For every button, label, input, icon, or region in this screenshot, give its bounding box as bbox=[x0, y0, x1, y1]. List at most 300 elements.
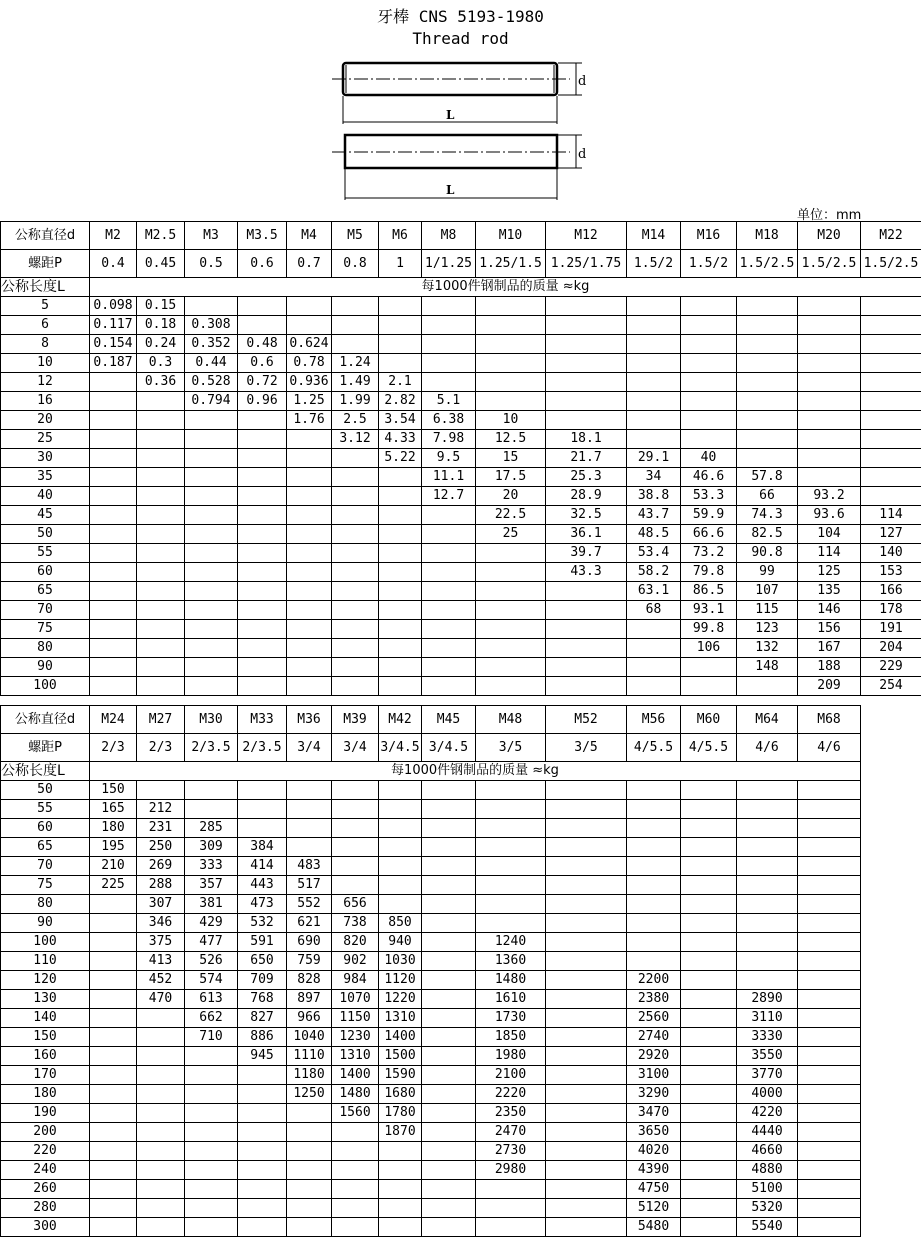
pitch-cell: 0.5 bbox=[185, 250, 238, 278]
mass-cell: 759 bbox=[287, 952, 332, 971]
mass-cell bbox=[798, 1104, 861, 1123]
mass-cell bbox=[90, 392, 137, 411]
mass-cell: 114 bbox=[798, 544, 861, 563]
mass-cell: 7.98 bbox=[422, 430, 476, 449]
mass-cell bbox=[476, 354, 546, 373]
mass-cell bbox=[861, 392, 921, 411]
mass-cell bbox=[627, 392, 681, 411]
mass-cell bbox=[287, 838, 332, 857]
thread-rod-drawing bbox=[330, 58, 590, 203]
mass-cell: 288 bbox=[137, 876, 185, 895]
mass-cell bbox=[798, 781, 861, 800]
length-cell: 10 bbox=[1, 354, 90, 373]
mass-cell bbox=[238, 1199, 287, 1218]
mass-cell: 107 bbox=[737, 582, 798, 601]
mass-cell bbox=[90, 895, 137, 914]
mass-cell bbox=[546, 639, 627, 658]
mass-cell bbox=[861, 316, 921, 335]
mass-cell bbox=[238, 1180, 287, 1199]
mass-cell bbox=[798, 1180, 861, 1199]
mass-cell bbox=[627, 430, 681, 449]
table-row bbox=[1, 971, 861, 990]
mass-cell: 1360 bbox=[476, 952, 546, 971]
mass-cell bbox=[681, 677, 737, 696]
mass-cell: 250 bbox=[137, 838, 185, 857]
mass-cell: 0.48 bbox=[238, 335, 287, 354]
mass-cell: 3110 bbox=[737, 1009, 798, 1028]
mass-cell bbox=[798, 933, 861, 952]
mass-cell bbox=[681, 1047, 737, 1066]
mass-cell bbox=[90, 1180, 137, 1199]
mass-cell bbox=[379, 316, 422, 335]
mass-cell bbox=[287, 819, 332, 838]
mass-cell bbox=[238, 639, 287, 658]
mass-cell bbox=[90, 1028, 137, 1047]
mass-cell: 1230 bbox=[332, 1028, 379, 1047]
mass-cell bbox=[287, 781, 332, 800]
mass-cell bbox=[185, 1142, 238, 1161]
mass-cell bbox=[379, 525, 422, 544]
mass-cell: 2920 bbox=[627, 1047, 681, 1066]
mass-cell bbox=[332, 544, 379, 563]
mass-cell bbox=[185, 1066, 238, 1085]
mass-cell bbox=[681, 933, 737, 952]
mass-cell bbox=[546, 1104, 627, 1123]
mass-cell: 333 bbox=[185, 857, 238, 876]
mass-cell: 156 bbox=[798, 620, 861, 639]
mass-cell bbox=[422, 933, 476, 952]
mass-cell: 1250 bbox=[287, 1085, 332, 1104]
mass-cell bbox=[90, 658, 137, 677]
length-cell: 80 bbox=[1, 895, 90, 914]
mass-cell bbox=[798, 914, 861, 933]
mass-cell: 135 bbox=[798, 582, 861, 601]
mass-cell bbox=[798, 952, 861, 971]
mass-cell bbox=[185, 677, 238, 696]
length-cell: 300 bbox=[1, 1218, 90, 1237]
mass-cell: 3.12 bbox=[332, 430, 379, 449]
mass-cell bbox=[185, 411, 238, 430]
length-cell: 45 bbox=[1, 506, 90, 525]
mass-cell bbox=[332, 800, 379, 819]
mass-cell: 897 bbox=[287, 990, 332, 1009]
mass-cell: 1030 bbox=[379, 952, 422, 971]
mass-cell bbox=[379, 658, 422, 677]
mass-cell bbox=[185, 781, 238, 800]
mass-cell bbox=[681, 819, 737, 838]
mass-cell bbox=[90, 1104, 137, 1123]
caption-row bbox=[1, 762, 861, 781]
mass-cell: 532 bbox=[238, 914, 287, 933]
diameter-cell: M5 bbox=[332, 222, 379, 250]
mass-cell bbox=[681, 838, 737, 857]
pitch-cell: 2/3 bbox=[90, 734, 137, 762]
mass-cell bbox=[238, 582, 287, 601]
mass-cell: 48.5 bbox=[627, 525, 681, 544]
table-row bbox=[1, 990, 861, 1009]
mass-cell: 381 bbox=[185, 895, 238, 914]
mass-cell bbox=[238, 544, 287, 563]
mass-cell bbox=[185, 1104, 238, 1123]
mass-cell: 34 bbox=[627, 468, 681, 487]
mass-cell: 650 bbox=[238, 952, 287, 971]
rod-chamfered-icon bbox=[332, 63, 582, 124]
diameter-cell: M3 bbox=[185, 222, 238, 250]
mass-cell bbox=[137, 1009, 185, 1028]
mass-cell: 1980 bbox=[476, 1047, 546, 1066]
mass-cell: 1560 bbox=[332, 1104, 379, 1123]
mass-cell: 3650 bbox=[627, 1123, 681, 1142]
pitch-cell: 4/6 bbox=[737, 734, 798, 762]
mass-cell bbox=[137, 392, 185, 411]
mass-cell bbox=[332, 1123, 379, 1142]
mass-cell bbox=[90, 563, 137, 582]
mass-cell: 204 bbox=[861, 639, 921, 658]
mass-cell bbox=[476, 876, 546, 895]
mass-cell bbox=[476, 857, 546, 876]
mass-cell bbox=[137, 620, 185, 639]
length-cell: 260 bbox=[1, 1180, 90, 1199]
diameter-cell: M30 bbox=[185, 706, 238, 734]
mass-cell: 191 bbox=[861, 620, 921, 639]
table-row bbox=[1, 487, 921, 506]
document-subtitle: Thread rod bbox=[0, 29, 921, 48]
mass-cell bbox=[332, 819, 379, 838]
mass-cell bbox=[287, 430, 332, 449]
mass-cell: 5.22 bbox=[379, 449, 422, 468]
mass-cell bbox=[287, 677, 332, 696]
mass-cell: 414 bbox=[238, 857, 287, 876]
mass-cell: 25 bbox=[476, 525, 546, 544]
mass-cell bbox=[422, 563, 476, 582]
mass-cell bbox=[627, 354, 681, 373]
mass-cell bbox=[379, 838, 422, 857]
mass-cell bbox=[681, 392, 737, 411]
diameter-cell: M45 bbox=[422, 706, 476, 734]
mass-cell: 574 bbox=[185, 971, 238, 990]
mass-cell: 11.1 bbox=[422, 468, 476, 487]
mass-cell: 46.6 bbox=[681, 468, 737, 487]
mass-cell: 28.9 bbox=[546, 487, 627, 506]
length-cell: 90 bbox=[1, 658, 90, 677]
mass-cell bbox=[861, 430, 921, 449]
mass-cell bbox=[137, 658, 185, 677]
mass-cell: 662 bbox=[185, 1009, 238, 1028]
mass-cell bbox=[681, 1123, 737, 1142]
mass-cell bbox=[90, 1009, 137, 1028]
length-cell: 200 bbox=[1, 1123, 90, 1142]
mass-cell: 0.794 bbox=[185, 392, 238, 411]
mass-cell bbox=[798, 895, 861, 914]
mass-cell bbox=[861, 487, 921, 506]
mass-cell: 3770 bbox=[737, 1066, 798, 1085]
mass-cell: 166 bbox=[861, 582, 921, 601]
length-cell: 30 bbox=[1, 449, 90, 468]
mass-cell: 5540 bbox=[737, 1218, 798, 1237]
diameter-cell: M36 bbox=[287, 706, 332, 734]
mass-cell bbox=[861, 354, 921, 373]
mass-cell bbox=[90, 1123, 137, 1142]
mass-cell: 2.82 bbox=[379, 392, 422, 411]
mass-cell bbox=[238, 487, 287, 506]
mass-cell: 29.1 bbox=[627, 449, 681, 468]
mass-cell: 2100 bbox=[476, 1066, 546, 1085]
mass-caption: 每1000件钢制品的质量 ≈kg bbox=[90, 278, 921, 297]
mass-cell bbox=[332, 857, 379, 876]
mass-cell bbox=[332, 468, 379, 487]
mass-cell bbox=[137, 1028, 185, 1047]
length-cell: 60 bbox=[1, 563, 90, 582]
mass-cell bbox=[185, 658, 238, 677]
mass-cell: 43.7 bbox=[627, 506, 681, 525]
mass-cell bbox=[546, 373, 627, 392]
table-row bbox=[1, 1085, 861, 1104]
mass-cell bbox=[798, 1123, 861, 1142]
mass-cell bbox=[476, 601, 546, 620]
pitch-cell: 0.7 bbox=[287, 250, 332, 278]
mass-cell: 127 bbox=[861, 525, 921, 544]
mass-cell bbox=[137, 563, 185, 582]
mass-cell: 1400 bbox=[379, 1028, 422, 1047]
diameter-row bbox=[1, 222, 921, 250]
length-cell: 65 bbox=[1, 582, 90, 601]
mass-cell: 59.9 bbox=[681, 506, 737, 525]
mass-cell bbox=[798, 800, 861, 819]
mass-cell: 5.1 bbox=[422, 392, 476, 411]
caption-row bbox=[1, 278, 921, 297]
mass-cell: 285 bbox=[185, 819, 238, 838]
mass-cell bbox=[681, 354, 737, 373]
length-cell: 50 bbox=[1, 525, 90, 544]
mass-cell: 828 bbox=[287, 971, 332, 990]
mass-cell bbox=[332, 658, 379, 677]
mass-cell bbox=[379, 563, 422, 582]
mass-cell: 53.4 bbox=[627, 544, 681, 563]
mass-cell: 966 bbox=[287, 1009, 332, 1028]
mass-cell bbox=[627, 411, 681, 430]
mass-cell bbox=[137, 506, 185, 525]
mass-cell bbox=[681, 411, 737, 430]
mass-cell bbox=[185, 1047, 238, 1066]
mass-cell bbox=[137, 468, 185, 487]
length-cell: 80 bbox=[1, 639, 90, 658]
length-cell: 170 bbox=[1, 1066, 90, 1085]
mass-cell bbox=[287, 1180, 332, 1199]
mass-cell: 0.098 bbox=[90, 297, 137, 316]
mass-cell: 180 bbox=[90, 819, 137, 838]
mass-cell: 552 bbox=[287, 895, 332, 914]
mass-cell bbox=[185, 620, 238, 639]
mass-cell bbox=[287, 1142, 332, 1161]
mass-cell: 167 bbox=[798, 639, 861, 658]
pitch-cell: 3/5 bbox=[476, 734, 546, 762]
pitch-cell: 1.25/1.75 bbox=[546, 250, 627, 278]
mass-cell: 621 bbox=[287, 914, 332, 933]
table-row bbox=[1, 895, 861, 914]
mass-cell bbox=[185, 1199, 238, 1218]
mass-cell bbox=[422, 525, 476, 544]
mass-cell bbox=[681, 316, 737, 335]
mass-cell bbox=[137, 1085, 185, 1104]
mass-cell bbox=[238, 297, 287, 316]
mass-cell bbox=[476, 895, 546, 914]
mass-cell bbox=[332, 563, 379, 582]
mass-cell: 517 bbox=[287, 876, 332, 895]
mass-cell: 2.1 bbox=[379, 373, 422, 392]
mass-cell bbox=[238, 1142, 287, 1161]
mass-cell bbox=[137, 639, 185, 658]
mass-cell bbox=[546, 335, 627, 354]
table-row bbox=[1, 582, 921, 601]
table-row bbox=[1, 544, 921, 563]
mass-cell bbox=[798, 1085, 861, 1104]
mass-cell bbox=[185, 1180, 238, 1199]
mass-cell bbox=[379, 544, 422, 563]
mass-cell bbox=[546, 971, 627, 990]
mass-cell bbox=[681, 1180, 737, 1199]
mass-cell: 25.3 bbox=[546, 468, 627, 487]
diameter-cell: M39 bbox=[332, 706, 379, 734]
mass-cell: 2730 bbox=[476, 1142, 546, 1161]
length-cell: 20 bbox=[1, 411, 90, 430]
mass-cell bbox=[287, 620, 332, 639]
length-cell: 100 bbox=[1, 933, 90, 952]
mass-cell: 1780 bbox=[379, 1104, 422, 1123]
mass-cell: 115 bbox=[737, 601, 798, 620]
mass-cell: 57.8 bbox=[737, 468, 798, 487]
mass-cell bbox=[379, 876, 422, 895]
mass-cell bbox=[90, 525, 137, 544]
mass-cell bbox=[546, 1028, 627, 1047]
mass-cell bbox=[238, 468, 287, 487]
mass-cell bbox=[861, 297, 921, 316]
mass-cell bbox=[90, 373, 137, 392]
diameter-cell: M56 bbox=[627, 706, 681, 734]
mass-cell: 93.2 bbox=[798, 487, 861, 506]
mass-cell bbox=[681, 430, 737, 449]
mass-cell bbox=[90, 952, 137, 971]
mass-cell: 709 bbox=[238, 971, 287, 990]
mass-cell bbox=[476, 639, 546, 658]
mass-cell bbox=[861, 468, 921, 487]
mass-cell: 17.5 bbox=[476, 468, 546, 487]
mass-cell bbox=[287, 658, 332, 677]
length-cell: 140 bbox=[1, 1009, 90, 1028]
mass-cell: 0.15 bbox=[137, 297, 185, 316]
mass-cell: 0.154 bbox=[90, 335, 137, 354]
mass-cell bbox=[332, 1199, 379, 1218]
mass-cell bbox=[627, 838, 681, 857]
mass-cell bbox=[546, 800, 627, 819]
mass-cell: 0.3 bbox=[137, 354, 185, 373]
length-cell: 25 bbox=[1, 430, 90, 449]
mass-cell bbox=[422, 914, 476, 933]
mass-cell: 53.3 bbox=[681, 487, 737, 506]
mass-cell bbox=[798, 1009, 861, 1028]
diameter-cell: M10 bbox=[476, 222, 546, 250]
mass-cell bbox=[238, 563, 287, 582]
mass-cell: 5320 bbox=[737, 1199, 798, 1218]
mass-cell bbox=[137, 1142, 185, 1161]
mass-cell bbox=[238, 601, 287, 620]
mass-cell bbox=[422, 990, 476, 1009]
mass-cell bbox=[422, 1085, 476, 1104]
mass-cell bbox=[238, 800, 287, 819]
mass-cell: 63.1 bbox=[627, 582, 681, 601]
mass-cell bbox=[546, 620, 627, 639]
mass-cell bbox=[238, 506, 287, 525]
mass-cell bbox=[546, 1066, 627, 1085]
mass-cell bbox=[238, 819, 287, 838]
mass-cell bbox=[422, 620, 476, 639]
mass-cell bbox=[422, 1142, 476, 1161]
mass-cell bbox=[287, 1199, 332, 1218]
mass-cell: 99.8 bbox=[681, 620, 737, 639]
mass-cell bbox=[332, 639, 379, 658]
length-cell: 65 bbox=[1, 838, 90, 857]
mass-cell bbox=[238, 1104, 287, 1123]
mass-cell: 229 bbox=[861, 658, 921, 677]
mass-cell bbox=[422, 297, 476, 316]
mass-cell bbox=[737, 373, 798, 392]
table-row bbox=[1, 620, 921, 639]
mass-cell bbox=[422, 335, 476, 354]
mass-cell: 1110 bbox=[287, 1047, 332, 1066]
mass-cell bbox=[185, 601, 238, 620]
mass-cell: 32.5 bbox=[546, 506, 627, 525]
mass-cell bbox=[379, 857, 422, 876]
mass-cell bbox=[627, 639, 681, 658]
mass-cell: 1040 bbox=[287, 1028, 332, 1047]
diameter-cell: M60 bbox=[681, 706, 737, 734]
mass-cell: 1.25 bbox=[287, 392, 332, 411]
mass-cell: 1500 bbox=[379, 1047, 422, 1066]
mass-cell bbox=[546, 1199, 627, 1218]
mass-cell: 1150 bbox=[332, 1009, 379, 1028]
mass-cell: 68 bbox=[627, 601, 681, 620]
mass-cell bbox=[546, 933, 627, 952]
mass-cell bbox=[476, 819, 546, 838]
mass-cell bbox=[681, 658, 737, 677]
mass-cell bbox=[137, 1066, 185, 1085]
mass-cell bbox=[681, 990, 737, 1009]
table-row bbox=[1, 1123, 861, 1142]
mass-cell: 0.117 bbox=[90, 316, 137, 335]
mass-cell bbox=[287, 525, 332, 544]
mass-cell bbox=[861, 449, 921, 468]
mass-cell: 3470 bbox=[627, 1104, 681, 1123]
mass-cell bbox=[185, 525, 238, 544]
mass-cell: 231 bbox=[137, 819, 185, 838]
mass-cell: 483 bbox=[287, 857, 332, 876]
mass-cell bbox=[737, 876, 798, 895]
mass-cell bbox=[422, 601, 476, 620]
mass-cell bbox=[287, 1123, 332, 1142]
mass-cell: 3330 bbox=[737, 1028, 798, 1047]
mass-cell bbox=[681, 952, 737, 971]
mass-cell bbox=[422, 952, 476, 971]
diameter-cell: M48 bbox=[476, 706, 546, 734]
mass-cell: 2220 bbox=[476, 1085, 546, 1104]
mass-cell bbox=[332, 316, 379, 335]
mass-cell bbox=[798, 1161, 861, 1180]
mass-cell bbox=[90, 990, 137, 1009]
diameter-cell: M33 bbox=[238, 706, 287, 734]
table-row bbox=[1, 857, 861, 876]
mass-cell: 123 bbox=[737, 620, 798, 639]
mass-cell: 153 bbox=[861, 563, 921, 582]
mass-cell: 1590 bbox=[379, 1066, 422, 1085]
